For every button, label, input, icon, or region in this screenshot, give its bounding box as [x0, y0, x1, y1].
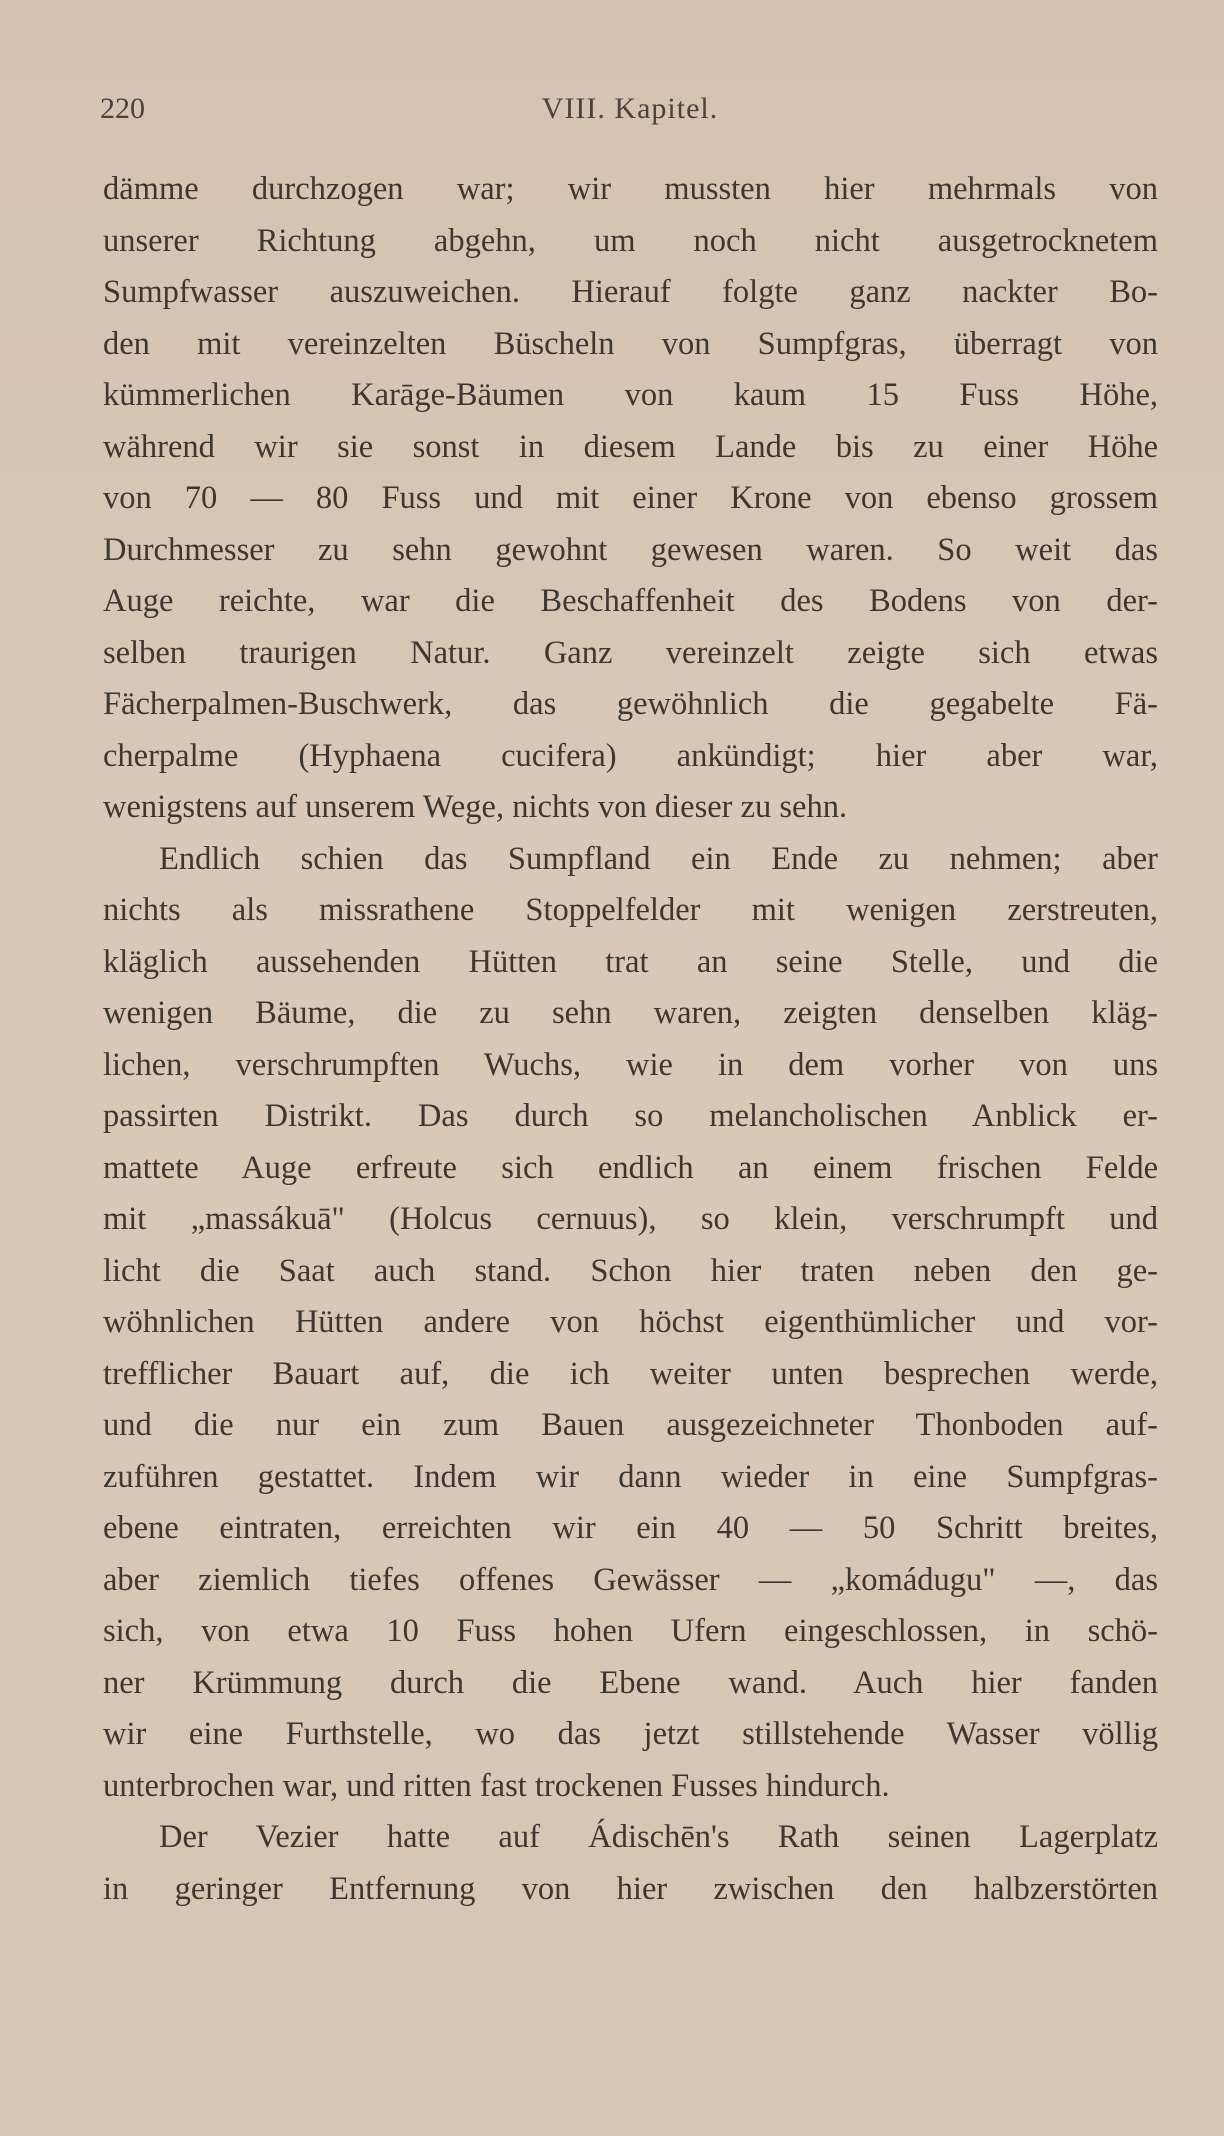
text-line: den mit vereinzelten Büscheln von Sumpfgras, überragt von: [103, 325, 1158, 362]
text-line: aber ziemlich tiefes offenes Gewässer — „komádugu" —, das: [103, 1561, 1158, 1598]
text-line: Durchmesser zu sehn gewohnt gewesen waren. So weit das: [103, 531, 1158, 568]
text-line: sich, von etwa 10 Fuss hohen Ufern eingeschlossen, in schö-: [103, 1613, 1158, 1649]
text-line: unterbrochen war, und ritten fast trockenen Fusses hindurch.: [103, 1767, 890, 1804]
text-line: von 70 — 80 Fuss und mit einer Krone von ebenso grossem: [103, 480, 1158, 516]
text-line: zuführen gestattet. Indem wir dann wieder in eine Sumpfgras-: [103, 1458, 1158, 1495]
text-line: nichts als missrathene Stoppelfelder mit wenigen zerstreuten,: [103, 892, 1158, 928]
text-line: cherpalme (Hyphaena cucifera) ankündigt; hier aber war,: [103, 737, 1158, 774]
text-line: licht die Saat auch stand. Schon hier traten neben den ge-: [103, 1252, 1158, 1289]
text-line: Sumpfwasser auszuweichen. Hierauf folgte ganz nackter Bo-: [103, 274, 1158, 310]
text-line: und die nur ein zum Bauen ausgezeichneter Thonboden auf-: [103, 1407, 1158, 1443]
text-line: kläglich aussehenden Hütten trat an seine Stelle, und die: [103, 943, 1158, 980]
text-line: während wir sie sonst in diesem Lande bis zu einer Höhe: [103, 428, 1158, 465]
text-line: kümmerlichen Karāge-Bäumen von kaum 15 Fuss Höhe,: [103, 377, 1158, 413]
text-line: passirten Distrikt. Das durch so melancholischen Anblick er-: [103, 1098, 1158, 1134]
running-head: [100, 92, 1160, 132]
chapter-title: VIII. Kapitel.: [541, 92, 719, 125]
text-line: dämme durchzogen war; wir mussten hier mehrmals von: [103, 171, 1158, 207]
text-line: wenigen Bäume, die zu sehn waren, zeigten denselben kläg-: [103, 995, 1158, 1031]
text-line: unserer Richtung abgehn, um noch nicht ausgetrocknetem: [103, 222, 1158, 259]
text-line: in geringer Entfernung von hier zwischen den halbzerstörten: [103, 1870, 1158, 1907]
text-line: Endlich schien das Sumpfland ein Ende zu nehmen; aber: [159, 840, 1158, 877]
text-line: mattete Auge erfreute sich endlich an einem frischen Felde: [103, 1149, 1158, 1186]
text-line: ner Krümmung durch die Ebene wand. Auch hier fanden: [103, 1664, 1158, 1701]
body-text: [103, 164, 1158, 1915]
text-line: selben traurigen Natur. Ganz vereinzelt zeigte sich etwas: [103, 634, 1158, 671]
text-line: Der Vezier hatte auf Ádischēn's Rath seinen Lagerplatz: [159, 1819, 1158, 1855]
text-line: wöhnlichen Hütten andere von höchst eigenthümlicher und vor-: [103, 1304, 1158, 1340]
page-number: 220: [100, 92, 145, 125]
text-line: Fächerpalmen-Buschwerk, das gewöhnlich die gegabelte Fä-: [103, 686, 1158, 722]
text-line: trefflicher Bauart auf, die ich weiter unten besprechen werde,: [103, 1355, 1158, 1392]
text-line: wir eine Furthstelle, wo das jetzt stillstehende Wasser völlig: [103, 1716, 1158, 1752]
text-line: Auge reichte, war die Beschaffenheit des Bodens von der-: [103, 583, 1158, 619]
text-line: ebene eintraten, erreichten wir ein 40 — 50 Schritt breites,: [103, 1510, 1158, 1546]
text-line: lichen, verschrumpften Wuchs, wie in dem vorher von uns: [103, 1046, 1158, 1083]
text-line: mit „massákuā" (Holcus cernuus), so klein, verschrumpft und: [103, 1201, 1158, 1237]
text-line: wenigstens auf unserem Wege, nichts von dieser zu sehn.: [103, 789, 848, 825]
